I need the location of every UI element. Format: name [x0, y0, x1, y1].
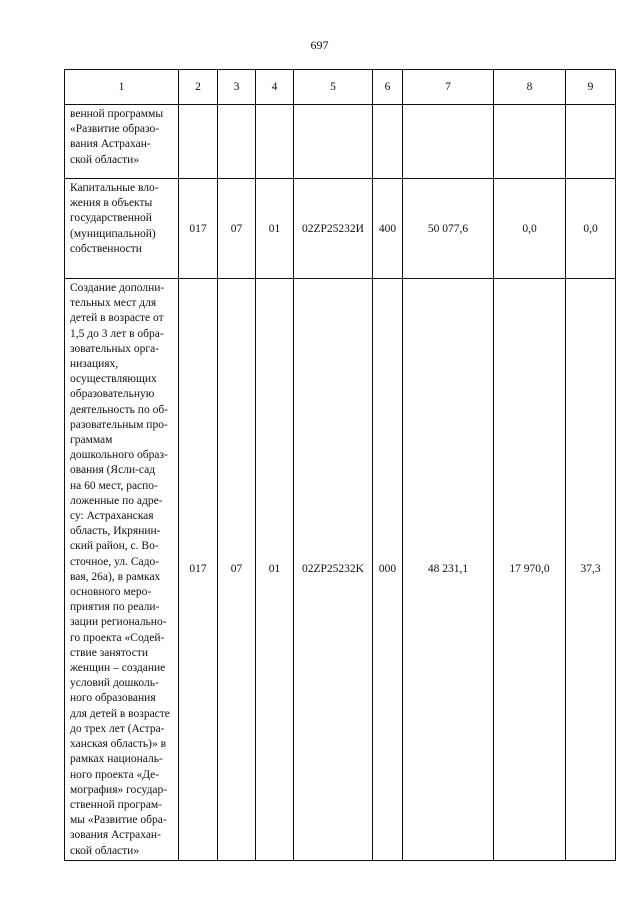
- description-line: вая, 26а), в рамках: [70, 570, 161, 583]
- row-description: [65, 279, 179, 861]
- description-line: детей в возрасте от: [70, 312, 164, 325]
- description-line: жения в объекты: [70, 197, 153, 210]
- table-cell: 400: [373, 179, 403, 279]
- description-line: сточное, ул. Садо-: [70, 555, 160, 568]
- description-line: на 60 мест, распо-: [70, 479, 158, 492]
- description-line: Создание дополни-: [70, 282, 165, 294]
- table-cell: 48 231,1: [403, 279, 494, 861]
- description-line: для детей в возрасте: [70, 707, 170, 720]
- row-description: [65, 105, 179, 179]
- description-line: ский район, с. Во-: [70, 540, 159, 553]
- description-line: 1,5 до 3 лет в обра-: [70, 327, 164, 340]
- description-line: до трех лет (Астра-: [70, 722, 165, 735]
- description-line: осуществляющих: [70, 373, 157, 386]
- table-row: [65, 279, 616, 861]
- description-line: «Развитие образо-: [70, 123, 160, 136]
- description-line: образовательную: [70, 388, 155, 401]
- description-line: государственной: [70, 212, 152, 225]
- table-cell: 37,3: [566, 279, 616, 861]
- table-cell: [218, 105, 256, 179]
- table-row: [65, 179, 616, 279]
- table-cell: [403, 105, 494, 179]
- table-cell: 02ZP25232K: [294, 279, 373, 861]
- column-header: 7: [403, 70, 494, 105]
- table-cell: 017: [179, 179, 218, 279]
- table-cell: 0,0: [566, 179, 616, 279]
- table-cell: [494, 105, 566, 179]
- table-cell: 07: [218, 279, 256, 861]
- description-line: ствие занятости: [70, 646, 148, 659]
- column-header: 5: [294, 70, 373, 105]
- description-line: ственной програм-: [70, 798, 163, 811]
- description-line: Капитальные вло-: [70, 182, 159, 194]
- description-line: зования Астрахан-: [70, 829, 161, 842]
- description-line: женщин – создание: [70, 662, 166, 675]
- description-line: мы «Развитие обра-: [70, 814, 167, 827]
- table-cell: [256, 105, 294, 179]
- table-cell: [373, 105, 403, 179]
- table-cell: 02ZP25232И: [294, 179, 373, 279]
- table-cell: 000: [373, 279, 403, 861]
- budget-table: [64, 69, 616, 861]
- description-line: ования (Ясли-сад: [70, 464, 156, 477]
- description-line: су: Астраханская: [70, 510, 154, 523]
- description-line: го проекта «Содей-: [70, 631, 165, 644]
- table-cell: [294, 105, 373, 179]
- column-header: 4: [256, 70, 294, 105]
- description-line: низациях,: [70, 358, 119, 371]
- description-line: ного проекта «Де-: [70, 768, 160, 781]
- description-line: вания Астрахан-: [70, 138, 151, 151]
- column-header: 8: [494, 70, 566, 105]
- description-line: граммам: [70, 434, 113, 447]
- description-line: ской области»: [70, 153, 140, 166]
- column-header: 3: [218, 70, 256, 105]
- table-cell: 07: [218, 179, 256, 279]
- description-line: ного образования: [70, 692, 156, 705]
- table-cell: 50 077,6: [403, 179, 494, 279]
- header-row: [65, 70, 616, 105]
- description-line: (муниципальной): [70, 227, 156, 240]
- description-line: разовательным про-: [70, 418, 168, 431]
- description-line: венной программы: [70, 108, 164, 120]
- description-line: зации регионально-: [70, 616, 167, 629]
- table-cell: 17 970,0: [494, 279, 566, 861]
- column-header: 1: [65, 70, 179, 105]
- description-line: приятия по реали-: [70, 601, 160, 614]
- description-line: мография» государ-: [70, 783, 168, 796]
- table-cell: [566, 105, 616, 179]
- table-cell: [179, 105, 218, 179]
- description-line: собственности: [70, 242, 142, 255]
- description-line: дошкольного образ-: [70, 449, 168, 462]
- table-cell: 017: [179, 279, 218, 861]
- table-cell: 01: [256, 279, 294, 861]
- table-cell: 01: [256, 179, 294, 279]
- description-line: тельных мест для: [70, 297, 157, 310]
- description-line: условий дошколь-: [70, 677, 159, 690]
- description-line: область, Икрянин-: [70, 525, 161, 538]
- description-line: деятельность по об-: [70, 403, 169, 416]
- page-number: 697: [310, 38, 329, 52]
- description-line: ской области»: [70, 844, 140, 857]
- column-header: 6: [373, 70, 403, 105]
- description-line: ханская область)» в: [70, 738, 167, 751]
- table-cell: 0,0: [494, 179, 566, 279]
- column-header: 9: [566, 70, 616, 105]
- description-line: зовательных орга-: [70, 342, 160, 355]
- description-line: ложенные по адре-: [70, 494, 163, 507]
- column-header: 2: [179, 70, 218, 105]
- row-description: [65, 179, 179, 279]
- description-line: основного меро-: [70, 586, 152, 599]
- table-row: [65, 105, 616, 179]
- description-line: рамках националь-: [70, 753, 163, 766]
